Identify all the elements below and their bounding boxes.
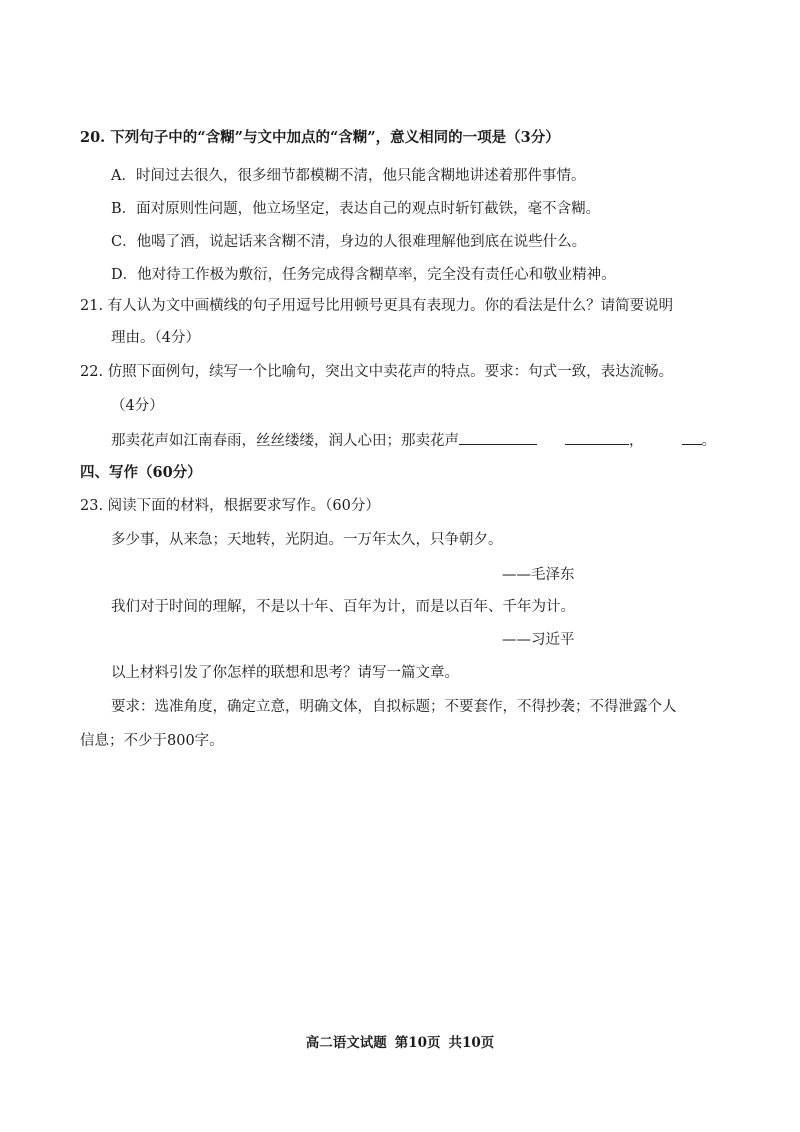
q20-option-b: B．面对原则性问题，他立场坚定，表达自己的观点时斩钉截铁，毫不含糊。 bbox=[111, 201, 601, 217]
q21-line-1: 21. 有人认为文中画横线的句子用逗号比用顿号更具有表现力。你的看法是什么？请简要说明 bbox=[80, 298, 674, 314]
answer-blank-2[interactable] bbox=[565, 430, 629, 445]
q20-option-a: A．时间过去很久，很多细节都模糊不清，他只能含糊地讲述着那件事情。 bbox=[111, 168, 586, 184]
answer-blank-1[interactable] bbox=[459, 430, 537, 445]
q23-author-2: ——习近平 bbox=[502, 632, 575, 648]
q20-stem: 20. 下列句子中的“含糊”与文中加点的“含糊”，意义相同的一项是（3分） bbox=[80, 129, 560, 146]
q20-option-d: D．他对待工作极为敷衍，任务完成得含糊草率，完全没有责任心和敬业精神。 bbox=[111, 267, 616, 283]
q22-line-1: 22. 仿照下面例句，续写一个比喻句，突出文中卖花声的特点。要求：句式一致，表达流畅。 bbox=[80, 364, 674, 380]
q23-quote-2: 我们对于时间的理解，不是以十年、百年为计，而是以百年、千年为计。 bbox=[111, 599, 575, 615]
q23-quote-1: 多少事，从来急；天地转，光阴迫。一万年太久，只争朝夕。 bbox=[111, 532, 503, 548]
footer-subject: 高二语文试题 bbox=[305, 1035, 387, 1051]
q20-option-c: C．他喝了酒，说起话来含糊不清，身边的人很难理解他到底在说些什么。 bbox=[111, 234, 587, 250]
q22-end: 。 bbox=[701, 433, 716, 449]
footer-page: 第10页 bbox=[394, 1035, 441, 1051]
q23-requirement-1: 要求：选准角度，确定立意，明确文体，自拟标题；不要套作，不得抄袭；不得泄露个人 bbox=[111, 699, 677, 715]
footer-total: 共10页 bbox=[448, 1035, 495, 1051]
q22-example-prefix: 那卖花声如江南春雨，丝丝缕缕，润人心田；那卖花声 bbox=[111, 433, 459, 449]
q23-stem: 23. 阅读下面的材料，根据要求写作。（60分） bbox=[80, 498, 380, 514]
q23-author-1: ——毛泽东 bbox=[502, 567, 575, 583]
q22-example bbox=[111, 430, 716, 451]
q22-comma: ， bbox=[629, 433, 644, 449]
q21-line-2: 理由。（4分） bbox=[111, 330, 200, 346]
q23-prompt: 以上材料引发了你怎样的联想和思考？请写一篇文章。 bbox=[111, 665, 459, 681]
section-4-title: 四、写作（60分） bbox=[80, 464, 202, 481]
q23-requirement-2: 信息；不少于800字。 bbox=[80, 733, 224, 749]
q22-points: （4分） bbox=[111, 398, 164, 414]
page-footer bbox=[0, 1031, 800, 1051]
answer-blank-3[interactable] bbox=[682, 430, 702, 445]
